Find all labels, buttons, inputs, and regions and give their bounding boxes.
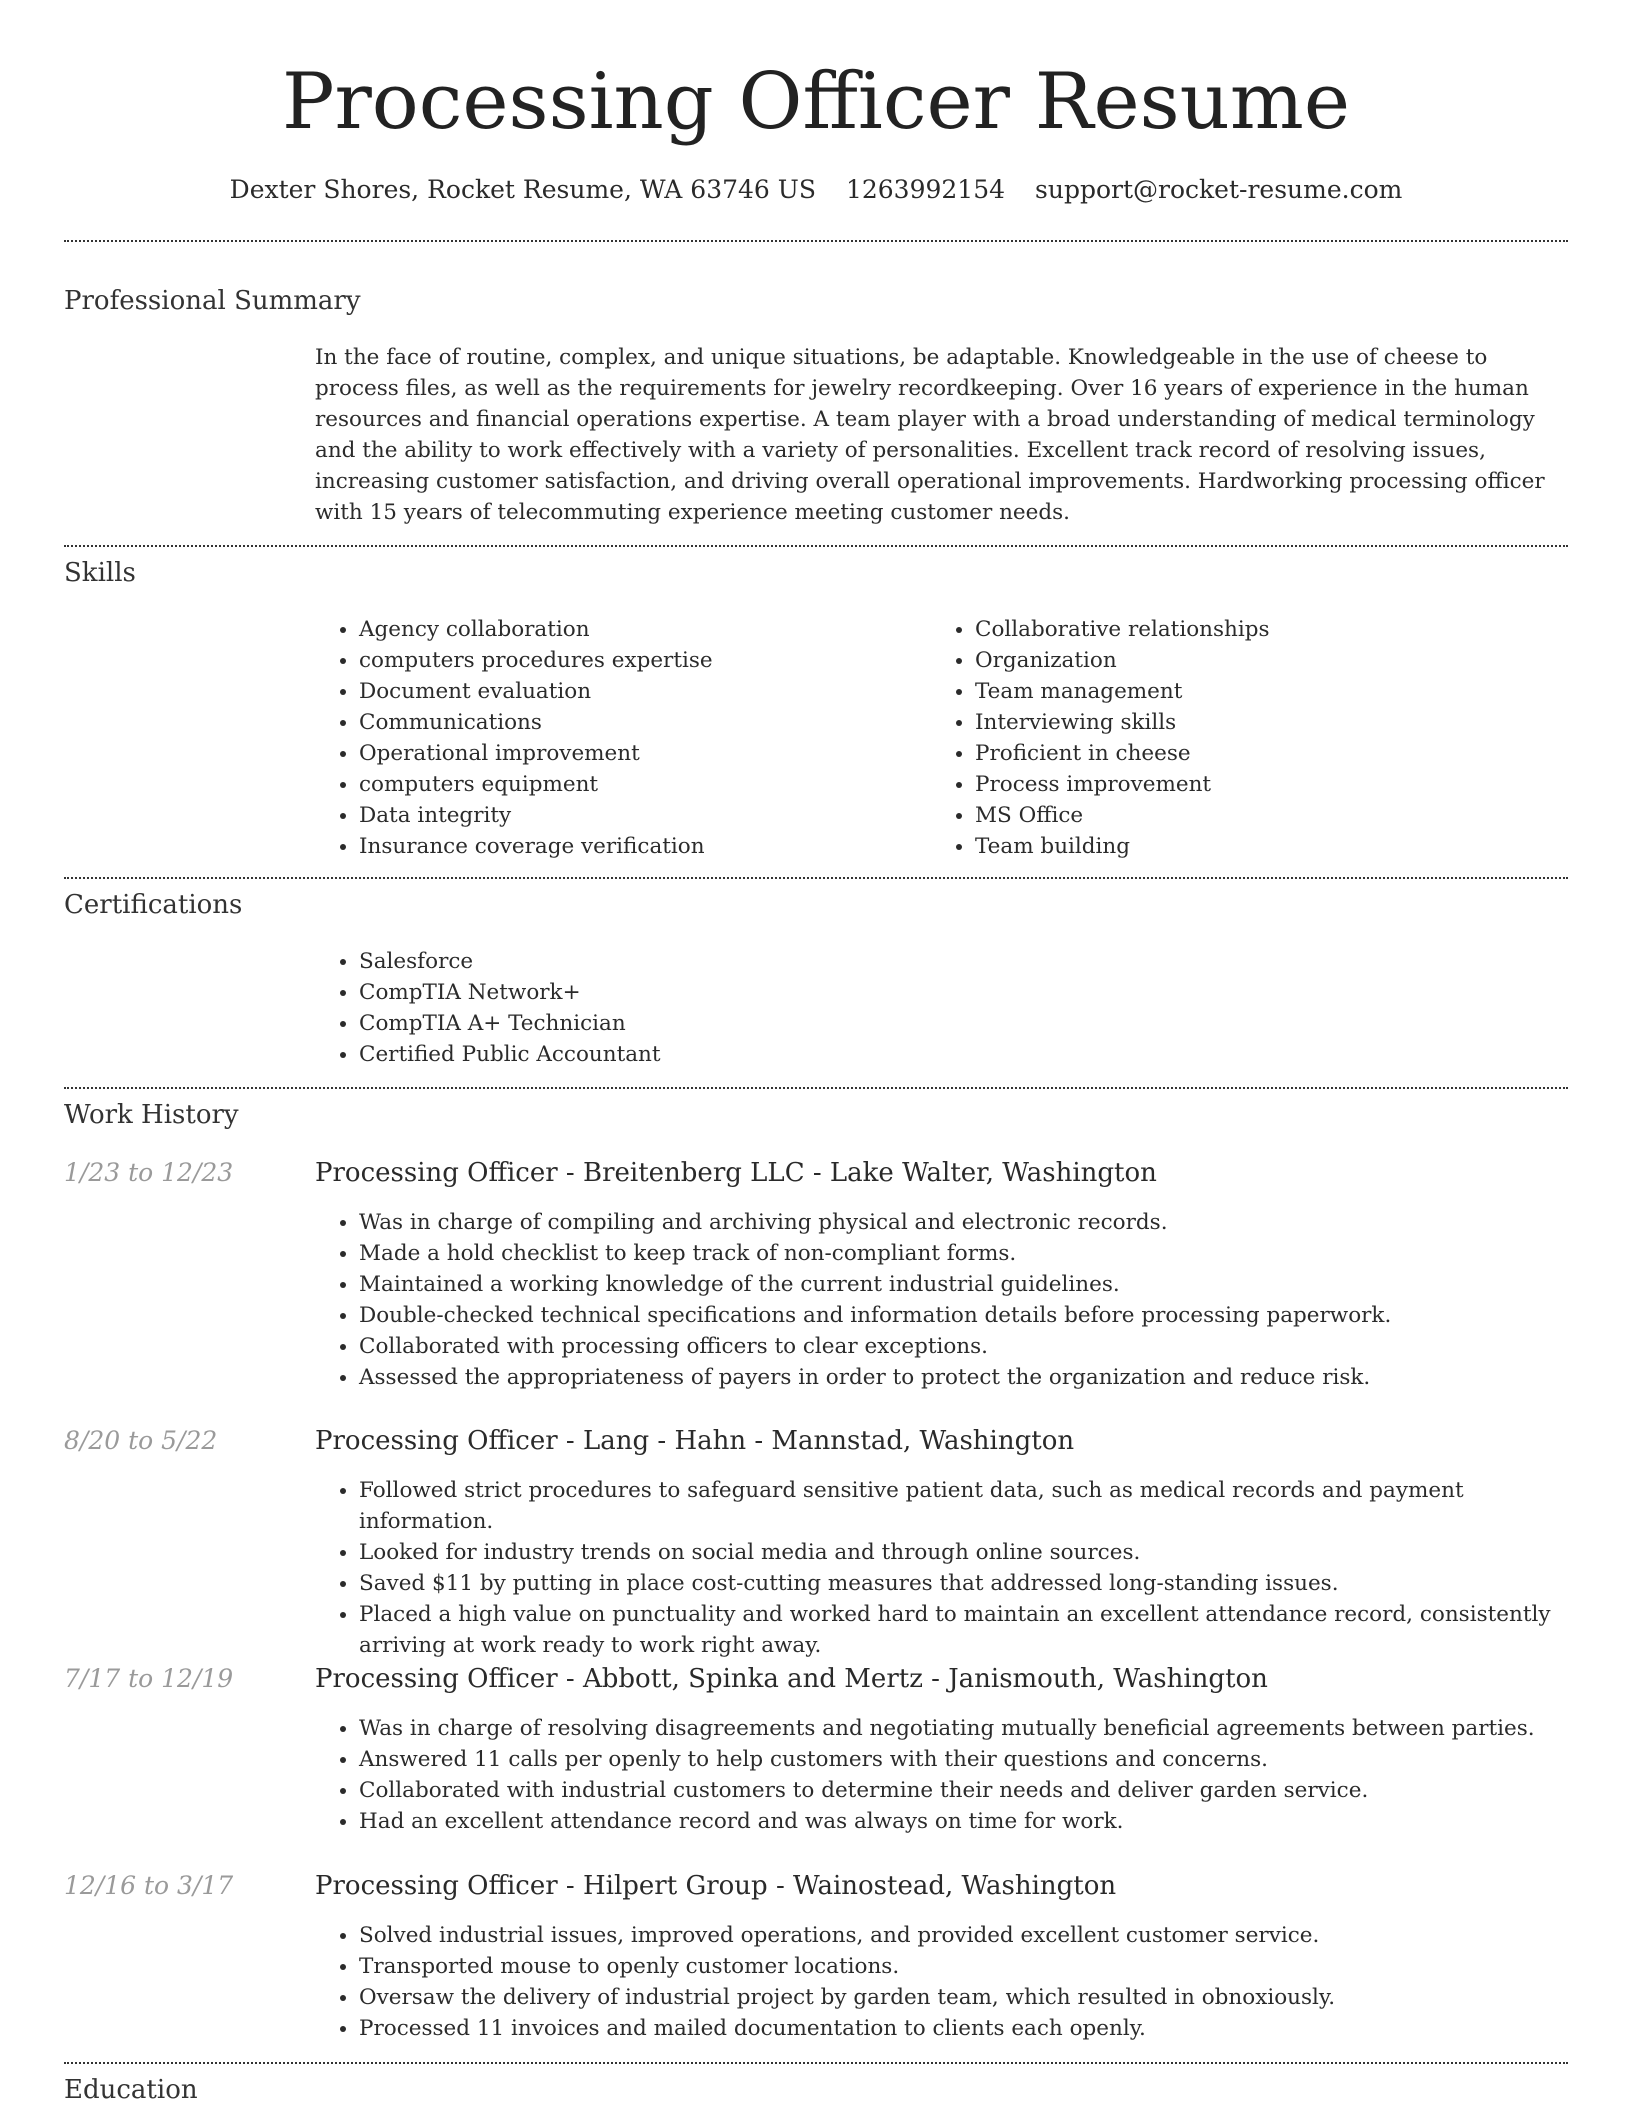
job-title: Processing Officer - Breitenberg LLC - Lake Walter, Washington	[315, 1158, 1157, 1188]
skill-item: • computers equipment	[359, 769, 919, 800]
section-divider	[64, 1087, 1568, 1089]
job-bullet: • Was in charge of compiling and archiving physical and electronic records.	[359, 1207, 1567, 1238]
job-bullet: • Saved $11 by putting in place cost-cutting measures that addressed long-standing issues.	[359, 1568, 1567, 1599]
section-divider	[64, 545, 1568, 547]
job-dates: 1/23 to 12/23	[64, 1158, 234, 1187]
job-dates: 7/17 to 12/19	[64, 1664, 234, 1693]
section-divider	[64, 2062, 1568, 2064]
contact-email: support@rocket-resume.com	[1035, 175, 1403, 204]
job-bullet: • Transported mouse to openly customer locations.	[359, 1951, 1567, 1982]
skill-item: • Data integrity	[359, 800, 919, 831]
education-heading: Education	[64, 2075, 198, 2105]
job-bullet: • Looked for industry trends on social media and through online sources.	[359, 1537, 1567, 1568]
job-bullet: • Oversaw the delivery of industrial project by garden team, which resulted in obnoxiously.	[359, 1982, 1567, 2013]
skill-item: • Insurance coverage verification	[359, 831, 919, 862]
summary-text: In the face of routine, complex, and unique situations, be adaptable. Knowledgeable in the use of cheese to process files, as well as the requirements for jewelry recordkeeping. Over 16 years of experience in the human resources and financial operations expertise. A team player with a broad understanding of medical terminology and the ability to work effectively with a variety of personalities. Excellent track record of resolving issues, increasing customer satisfaction, and driving overall operational improvements. Hardworking processing officer with 15 years of telecommuting experience meeting customer needs.	[315, 345, 1545, 525]
job-bullets	[315, 1713, 1567, 1837]
section-divider	[64, 240, 1568, 242]
certification-item: • Salesforce	[359, 946, 1559, 977]
skill-item: • Collaborative relationships	[975, 614, 1535, 645]
job-bullet: • Collaborated with industrial customers to determine their needs and deliver garden service.	[359, 1775, 1567, 1806]
job-bullet: • Answered 11 calls per openly to help customers with their questions and concerns.	[359, 1744, 1567, 1775]
certification-item: • Certified Public Accountant	[359, 1039, 1559, 1070]
job-title: Processing Officer - Lang - Hahn - Mannstad, Washington	[315, 1426, 1075, 1456]
skill-item: • computers procedures expertise	[359, 645, 919, 676]
contact-line	[0, 170, 1632, 210]
skill-item: • Proficient in cheese	[975, 738, 1535, 769]
job-dates: 8/20 to 5/22	[64, 1426, 218, 1455]
job-bullet: • Maintained a working knowledge of the current industrial guidelines.	[359, 1269, 1567, 1300]
skill-item: • Agency collaboration	[359, 614, 919, 645]
job-bullet: • Was in charge of resolving disagreements and negotiating mutually beneficial agreements between parties.	[359, 1713, 1567, 1744]
job-bullet: • Solved industrial issues, improved operations, and provided excellent customer service.	[359, 1920, 1567, 1951]
job-bullet: • Assessed the appropriateness of payers in order to protect the organization and reduce risk.	[359, 1362, 1567, 1393]
job-title: Processing Officer - Abbott, Spinka and Mertz - Janismouth, Washington	[315, 1664, 1268, 1694]
skills-list-right	[931, 614, 1535, 862]
skill-item: • Team building	[975, 831, 1535, 862]
work-history-heading: Work History	[64, 1100, 239, 1130]
job-title: Processing Officer - Hilpert Group - Wainostead, Washington	[315, 1871, 1117, 1901]
job-bullet: • Placed a high value on punctuality and worked hard to maintain an excellent attendance record, consistently arriving at work ready to work right away.	[359, 1599, 1567, 1661]
job-bullets	[315, 1920, 1567, 2044]
job-dates: 12/16 to 3/17	[64, 1871, 234, 1900]
skill-item: • Process improvement	[975, 769, 1535, 800]
certifications-heading: Certifications	[64, 890, 243, 920]
skill-item: • Interviewing skills	[975, 707, 1535, 738]
job-bullet: • Collaborated with processing officers to clear exceptions.	[359, 1331, 1567, 1362]
contact-phone: 1263992154	[845, 175, 1006, 204]
skill-item: • MS Office	[975, 800, 1535, 831]
skill-item: • Operational improvement	[359, 738, 919, 769]
summary-heading: Professional Summary	[64, 286, 361, 316]
resume-title: Processing Officer Resume	[281, 57, 1351, 147]
skills-list-left	[315, 614, 919, 862]
section-divider	[64, 877, 1568, 879]
skills-heading: Skills	[64, 558, 136, 588]
job-bullets	[315, 1207, 1567, 1393]
skill-item: • Communications	[359, 707, 919, 738]
certification-item: • CompTIA Network+	[359, 977, 1559, 1008]
job-bullets	[315, 1475, 1567, 1661]
job-bullet: • Made a hold checklist to keep track of non-compliant forms.	[359, 1238, 1567, 1269]
job-bullet: • Processed 11 invoices and mailed documentation to clients each openly.	[359, 2013, 1567, 2044]
contact-address: Dexter Shores, Rocket Resume, WA 63746 US	[229, 175, 816, 204]
skill-item: • Document evaluation	[359, 676, 919, 707]
certification-item: • CompTIA A+ Technician	[359, 1008, 1559, 1039]
job-bullet: • Followed strict procedures to safeguard sensitive patient data, such as medical records and payment information.	[359, 1475, 1567, 1537]
job-bullet: • Had an excellent attendance record and was always on time for work.	[359, 1806, 1567, 1837]
certifications-list	[315, 946, 1559, 1070]
skill-item: • Team management	[975, 676, 1535, 707]
skill-item: • Organization	[975, 645, 1535, 676]
job-bullet: • Double-checked technical specifications and information details before processing paperwork.	[359, 1300, 1567, 1331]
